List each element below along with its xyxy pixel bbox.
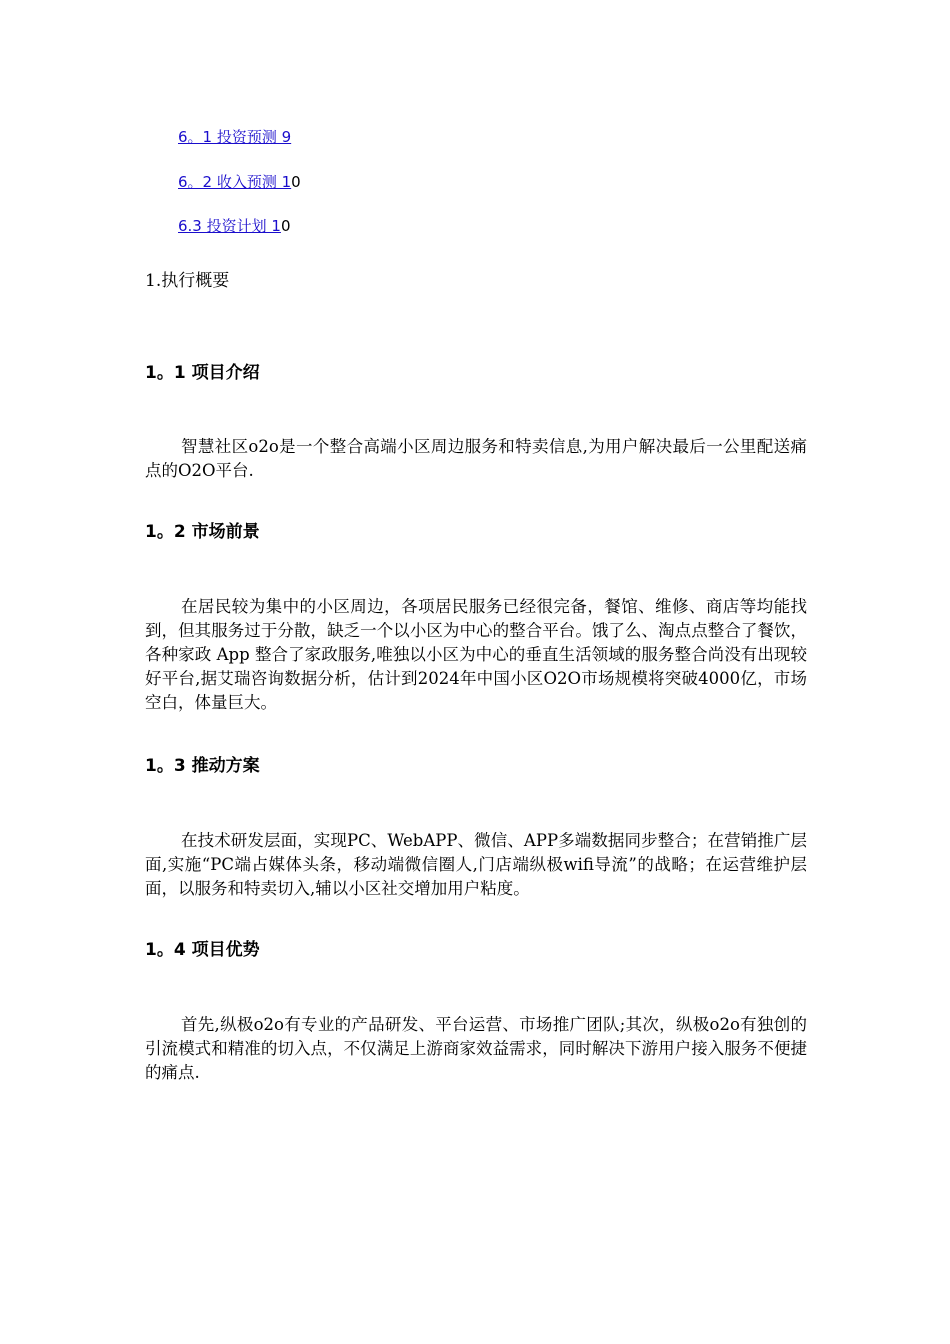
toc-entry-6-3 bbox=[178, 216, 290, 236]
toc-link-6-1[interactable]: 6。1 投资预测 9 bbox=[178, 128, 292, 146]
section-body-1-3: 在技术研发层面，实现PC、WebAPP、微信、APP多端数据同步整合；在营销推广层面,实施“PC端占媒体头条，移动端微信圈人,门店端纵极wifi导流”的战略；在运营维护层面，以服务和特卖切入,辅以小区社交增加用户粘度。 bbox=[145, 831, 807, 898]
toc-entry-6-1 bbox=[178, 127, 291, 147]
section-body-1-2: 在居民较为集中的小区周边，各项居民服务已经很完备，餐馆、维修、商店等均能找到，但其服务过于分散，缺乏一个以小区为中心的整合平台。饿了么、淘点点整合了餐饮，各种家政 App 整合了家政服务,唯独以小区为中心的垂直生活领域的服务整合尚没有出现较好平台,据艾瑞咨询数据分析，估计到2024年中国小区O2O市场规模将突破4000亿，市场空白，体量巨大。 bbox=[145, 597, 807, 712]
toc-page-tail: 0 bbox=[280, 217, 291, 235]
toc-link-6-3[interactable]: 6.3 投资计划 1 bbox=[178, 217, 281, 235]
section-body-1-1: 智慧社区o2o是一个整合高端小区周边服务和特卖信息,为用户解决最后一公里配送痛点的O2O平台. bbox=[145, 437, 807, 480]
toc-page-tail: 0 bbox=[291, 173, 301, 191]
section-heading-1-3: 1。3 推动方案 bbox=[145, 756, 260, 776]
toc-link-6-2[interactable]: 6。2 收入预测 1 bbox=[178, 173, 292, 191]
toc-entry-6-2 bbox=[178, 172, 301, 192]
chapter-title: 1.执行概要 bbox=[145, 271, 230, 291]
section-body-1-4: 首先,纵极o2o有专业的产品研发、平台运营、市场推广团队;其次，纵极o2o有独创的引流模式和精准的切入点，不仅满足上游商家效益需求，同时解决下游用户接入服务不便捷的痛点. bbox=[145, 1015, 807, 1082]
section-heading-1-1: 1。1 项目介绍 bbox=[145, 363, 260, 383]
section-heading-1-4: 1。4 项目优势 bbox=[145, 940, 260, 960]
section-heading-1-2: 1。2 市场前景 bbox=[145, 522, 260, 542]
